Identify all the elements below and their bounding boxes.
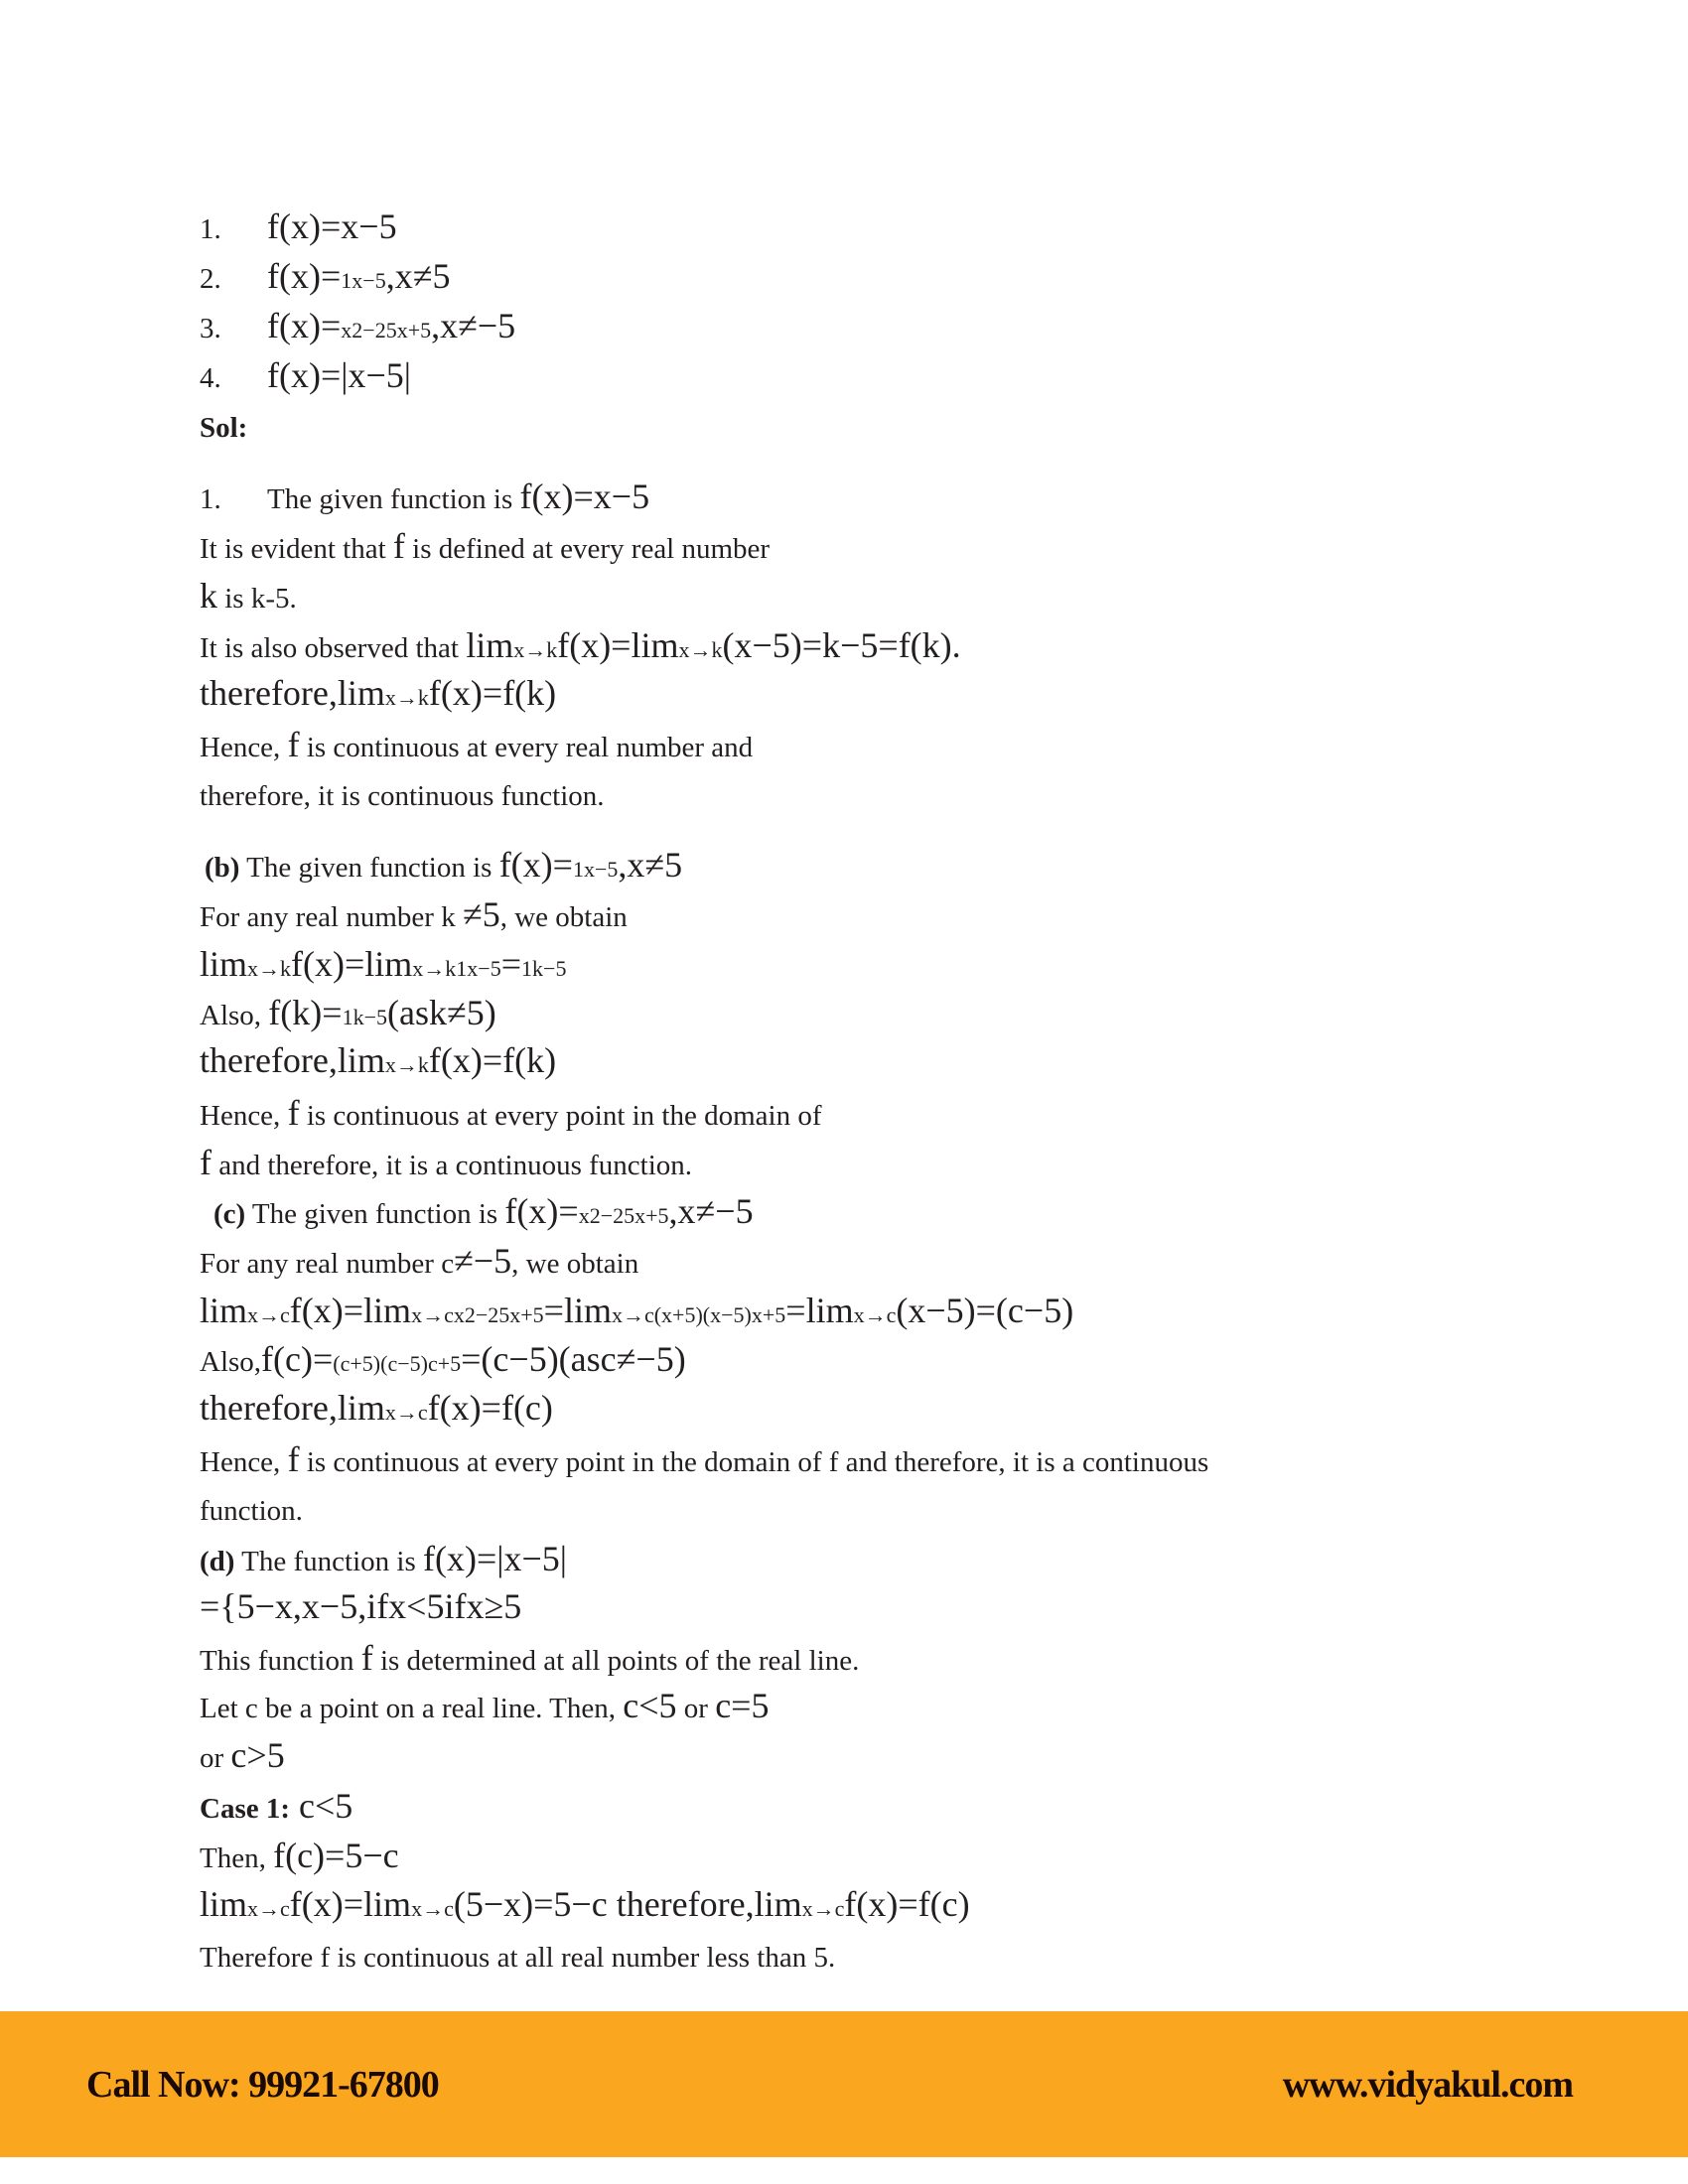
math-expression: ,x≠5 <box>618 845 683 885</box>
math-subscript: x→c(x+5)(x−5)x+5 <box>611 1302 786 1327</box>
math-fraction: (c+5)(c−5)c+5 <box>333 1351 462 1376</box>
math-subscript: x→c <box>801 1896 845 1921</box>
part-d-line-1 <box>200 1640 859 1679</box>
math-expression: c>5 <box>230 1735 285 1775</box>
part-label: (c) <box>213 1198 246 1230</box>
math-expression: (x−5)=k−5=f(k). <box>722 625 961 665</box>
item-number: 1. <box>200 483 221 515</box>
math-expression: ={5−x,x−5,ifx<5ifx≥5 <box>200 1586 522 1626</box>
item-number: 1. <box>200 213 221 245</box>
text: is continuous at every point in the domain of f and therefore, it is a continuous <box>299 1446 1209 1478</box>
math-expression: therefore,lim <box>200 673 385 713</box>
math-subscript: x→c <box>411 1896 454 1921</box>
math-expression: =lim <box>543 1291 612 1330</box>
question-4 <box>200 357 411 396</box>
math-subscript: x→k <box>513 637 558 662</box>
text: The given function is <box>245 1198 505 1230</box>
math-fraction: 1x−5 <box>572 857 619 882</box>
text: For any real number c <box>200 1248 455 1280</box>
part-label: (d) <box>200 1546 235 1577</box>
part-c-intro <box>213 1193 754 1234</box>
text: Also, <box>200 1346 262 1378</box>
part-a-line-4 <box>200 675 556 716</box>
part-c-line-4 <box>200 1390 553 1431</box>
math-expression: f(x)=f(c) <box>427 1388 553 1428</box>
math-subscript: x→k <box>678 637 723 662</box>
math-expression: (x−5)=(c−5) <box>896 1291 1074 1330</box>
text: is defined at every real number <box>404 533 771 565</box>
math-expression: f(x)= <box>498 845 573 885</box>
case-label: Case 1: <box>200 1793 291 1825</box>
part-d-case-1 <box>200 1788 352 1827</box>
math-expression: f(x)=x−5 <box>267 206 397 246</box>
call-now-text: Call Now: 99921-67800 <box>86 2064 439 2106</box>
question-1 <box>200 208 397 247</box>
math-subscript: x→c <box>247 1302 290 1327</box>
part-b-line-5 <box>200 1095 822 1134</box>
math-expression: f(x)=lim <box>289 1884 412 1924</box>
math-subscript: x→k <box>384 1052 429 1077</box>
math-subscript: x→c <box>853 1302 897 1327</box>
math-expression: ≠5 <box>462 894 500 934</box>
math-expression: f(x)=|x−5| <box>423 1539 567 1578</box>
math-expression: c<5 <box>623 1686 677 1725</box>
text: Hence, <box>200 1446 288 1478</box>
text: The function is <box>234 1546 424 1577</box>
text: is k-5. <box>217 583 297 614</box>
website-link[interactable]: www.vidyakul.com <box>1282 2064 1573 2106</box>
text: , we obtain <box>499 901 628 933</box>
part-c-line-6: function. <box>200 1495 303 1527</box>
math-symbol: f <box>200 1143 211 1182</box>
part-a-intro <box>200 478 649 517</box>
part-b-line-3 <box>200 995 496 1035</box>
math-subscript: x→cx2−25x+5 <box>411 1302 544 1327</box>
part-a-line-2 <box>200 578 297 616</box>
part-c-line-3 <box>200 1341 686 1382</box>
math-subscript: x→k <box>247 956 292 981</box>
part-a-line-1 <box>200 528 770 567</box>
math-subscript: x→k1x−5 <box>412 956 501 981</box>
text: or <box>676 1693 716 1724</box>
math-expression: lim <box>200 1884 248 1924</box>
text: , we obtain <box>511 1248 639 1280</box>
text: The given function is <box>239 852 499 884</box>
part-d-piecewise <box>200 1588 521 1627</box>
math-expression: c<5 <box>290 1786 353 1826</box>
math-expression: f(x)=f(k) <box>428 673 557 713</box>
text: For any real number k <box>200 901 463 933</box>
math-expression: f(c)=5−c <box>273 1836 399 1875</box>
math-fraction: 1k−5 <box>521 956 567 981</box>
text: This function <box>200 1645 361 1677</box>
math-expression: f(x)=f(k) <box>428 1040 557 1080</box>
math-expression: ,x≠−5 <box>668 1191 754 1231</box>
text: or <box>200 1742 231 1774</box>
part-b-line-2 <box>200 946 566 987</box>
part-a-line-6: therefore, it is continuous function. <box>200 780 605 812</box>
math-expression: f(x)=lim <box>291 944 413 984</box>
text: Also, <box>200 1000 269 1031</box>
part-label: (b) <box>205 852 240 884</box>
math-expression: f(x)= <box>267 256 342 296</box>
math-expression: f(x)=x−5 <box>519 477 650 516</box>
math-fraction: 1x−5 <box>341 268 386 293</box>
math-expression: f(c)= <box>261 1339 334 1379</box>
text: It is also observed that <box>200 632 467 664</box>
math-symbol: f <box>287 725 300 764</box>
math-subscript: x→c <box>247 1896 290 1921</box>
math-symbol: f <box>360 1638 373 1678</box>
math-expression: f(x)=|x−5| <box>267 355 411 395</box>
text: is continuous at every point in the domain of <box>299 1100 822 1132</box>
math-expression: lim <box>466 625 514 665</box>
math-expression: f(x)=f(c) <box>844 1884 970 1924</box>
part-b-line-1 <box>200 896 628 935</box>
text: Then, <box>200 1843 274 1874</box>
math-symbol: f <box>287 1439 300 1479</box>
part-a-line-5 <box>200 727 753 765</box>
math-expression: lim <box>200 1291 248 1330</box>
part-d-line-6: Therefore f is continuous at all real number less than 5. <box>200 1942 836 1974</box>
math-expression: lim <box>200 944 248 984</box>
math-expression: therefore,lim <box>200 1388 385 1428</box>
math-subscript: x→k <box>384 685 429 710</box>
item-number: 4. <box>200 362 221 394</box>
part-c-line-1 <box>200 1243 638 1282</box>
math-expression: f(x)= <box>504 1191 579 1231</box>
part-d-line-2 <box>200 1688 769 1726</box>
part-d-intro <box>200 1541 567 1579</box>
text: Let c be a point on a real line. Then, <box>200 1693 624 1724</box>
math-subscript: x→c <box>384 1400 428 1425</box>
math-expression: f(x)=lim <box>289 1291 412 1330</box>
text: Hence, <box>200 732 288 763</box>
text: Hence, <box>200 1100 288 1132</box>
part-b-intro <box>205 847 682 887</box>
sol-heading: Sol: <box>200 412 248 444</box>
math-expression: f(k)= <box>268 993 343 1032</box>
math-expression: f(x)= <box>267 306 342 345</box>
part-a-line-3 <box>200 627 961 668</box>
part-b-line-4 <box>200 1042 556 1083</box>
math-symbol: k <box>200 576 217 615</box>
item-number: 3. <box>200 313 221 344</box>
text: The given function is <box>267 483 520 515</box>
math-expression: (5−x)=5−c therefore,lim <box>453 1884 802 1924</box>
text: is continuous at every real number and <box>299 732 754 763</box>
math-expression: =(c−5)(asc≠−5) <box>461 1339 686 1379</box>
part-d-line-5 <box>200 1886 970 1927</box>
math-symbol: f <box>392 526 405 566</box>
question-3 <box>200 308 515 348</box>
part-c-line-2 <box>200 1293 1073 1333</box>
part-b-line-6 <box>200 1145 692 1183</box>
math-symbol: f <box>287 1093 300 1133</box>
math-expression: ≠−5 <box>454 1241 512 1281</box>
math-expression: (ask≠5) <box>387 993 496 1032</box>
math-expression: =lim <box>785 1291 854 1330</box>
footer-banner <box>0 2011 1688 2157</box>
math-fraction: x2−25x+5 <box>578 1203 669 1228</box>
math-fraction: 1k−5 <box>342 1005 387 1029</box>
math-expression: ,x≠−5 <box>431 306 516 345</box>
math-expression: therefore,lim <box>200 1040 385 1080</box>
math-expression: f(x)=lim <box>557 625 679 665</box>
math-expression: ,x≠5 <box>385 256 451 296</box>
part-d-line-4 <box>200 1838 399 1876</box>
text: is determined at all points of the real line. <box>372 1645 860 1677</box>
text: It is evident that <box>200 533 393 565</box>
math-fraction: x2−25x+5 <box>341 318 432 342</box>
text: and therefore, it is a continuous function. <box>211 1150 693 1181</box>
item-number: 2. <box>200 263 221 295</box>
part-d-line-3 <box>200 1737 285 1776</box>
question-2 <box>200 258 450 299</box>
math-expression: c=5 <box>715 1686 770 1725</box>
part-c-line-5 <box>200 1441 1208 1480</box>
math-expression: = <box>500 944 522 984</box>
